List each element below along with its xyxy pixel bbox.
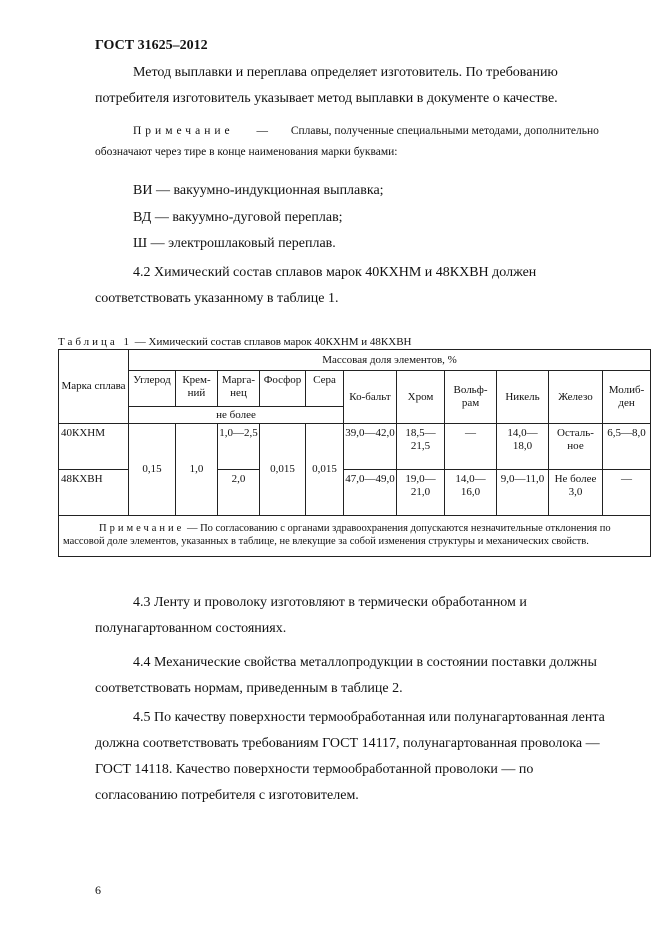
note-label: Примечание [133,125,234,137]
header-sulfur: Сера [306,371,344,407]
header-grade: Марка сплава [59,350,129,424]
header-iron: Железо [549,371,603,424]
header-molybdenum: Молиб-ден [603,371,651,424]
cell-cobalt: 47,0—49,0 [344,470,397,516]
paragraph-4-2: 4.2 Химический состав сплавов марок 40КХНМ и 48КХВН должен соответствовать указанному в таблице 1. [95,265,537,306]
table-caption-label: Таблица 1 [58,336,133,348]
cell-manganese: 1,0—2,5 [218,424,260,470]
cell-nickel: 9,0—11,0 [497,470,549,516]
document-header: ГОСТ 31625–2012 [95,38,208,53]
chemical-composition-table [58,349,651,557]
header-chromium: Хром [397,371,445,424]
cell-cobalt: 39,0—42,0 [344,424,397,470]
cell-manganese: 2,0 [218,470,260,516]
table-caption-text: — Химический состав сплавов марок 40КХНМ и 48КХВН [134,336,412,348]
note-dash: — [256,125,268,137]
header-phosphorus: Фосфор [260,371,306,407]
page-number: 6 [95,883,101,897]
cell-carbon: 0,15 [129,424,176,516]
cell-iron: Осталь-ное [549,424,603,470]
note-text: Сплавы, полученные специальными методами, дополнительно обозначают через тире в конце наименования марки буквами: [95,125,599,158]
paragraph-4-4: 4.4 Механические свойства металлопродукции в состоянии поставки должны соответствовать нормам, приведенным в таблице 2. [95,655,597,696]
cell-tungsten: 14,0—16,0 [445,470,497,516]
paragraph-4-5: 4.5 По качеству поверхности термообработанная или полунагартованная лента должна соответствовать требованиям ГОСТ 14117, полунагартованная проволока — ГОСТ 14118. Качество поверхности термообработанной проволоки — по согласованию потребителя с изготовителем. [95,710,605,803]
cell-nickel: 14,0—18,0 [497,424,549,470]
table-note [59,516,651,557]
header-cobalt: Ко-бальт [344,371,397,424]
paragraph-4-3: 4.3 Ленту и проволоку изготовляют в термически обработанном и полунагартованном состояниях. [95,595,527,636]
method-sh: Ш — электрошлаковый переплав. [133,236,336,251]
table-1 [58,349,650,557]
cell-molybdenum: 6,5—8,0 [603,424,651,470]
cell-silicon: 1,0 [176,424,218,516]
note-special-methods [95,121,613,163]
header-carbon: Углерод [129,371,176,407]
cell-sulfur: 0,015 [306,424,344,516]
cell-chromium: 18,5—21,5 [397,424,445,470]
cell-molybdenum: — [603,470,651,516]
cell-tungsten: — [445,424,497,470]
header-mass-fraction: Массовая доля элементов, % [129,350,651,371]
header-tungsten: Вольф-рам [445,371,497,424]
method-vi: ВИ — вакуумно-индукционная выплавка; [133,183,384,198]
cell-iron: Не более 3,0 [549,470,603,516]
cell-grade: 40КХНМ [59,424,129,470]
table-caption [58,336,412,348]
paragraph-melting-method: Метод выплавки и переплава определяет изготовитель. По требованию потребителя изготовитель указывает метод выплавки в документе о качестве. [95,65,558,106]
table-row [59,424,651,470]
method-vd: ВД — вакуумно-дуговой переплав; [133,210,343,225]
header-manganese: Марга-нец [218,371,260,407]
cell-phosphorus: 0,015 [260,424,306,516]
table-note-label: Примечание [99,523,185,534]
header-not-more: не более [129,407,344,424]
table-note-text: — По согласованию с органами здравоохранения допускаются незначительные отклонения по массовой доле элементов, указанных в таблице, не влекущие за собой изменения структуры и механических свойств. [63,523,611,547]
cell-chromium: 19,0—21,0 [397,470,445,516]
header-silicon: Крем-ний [176,371,218,407]
cell-grade: 48КХВН [59,470,129,516]
header-nickel: Никель [497,371,549,424]
